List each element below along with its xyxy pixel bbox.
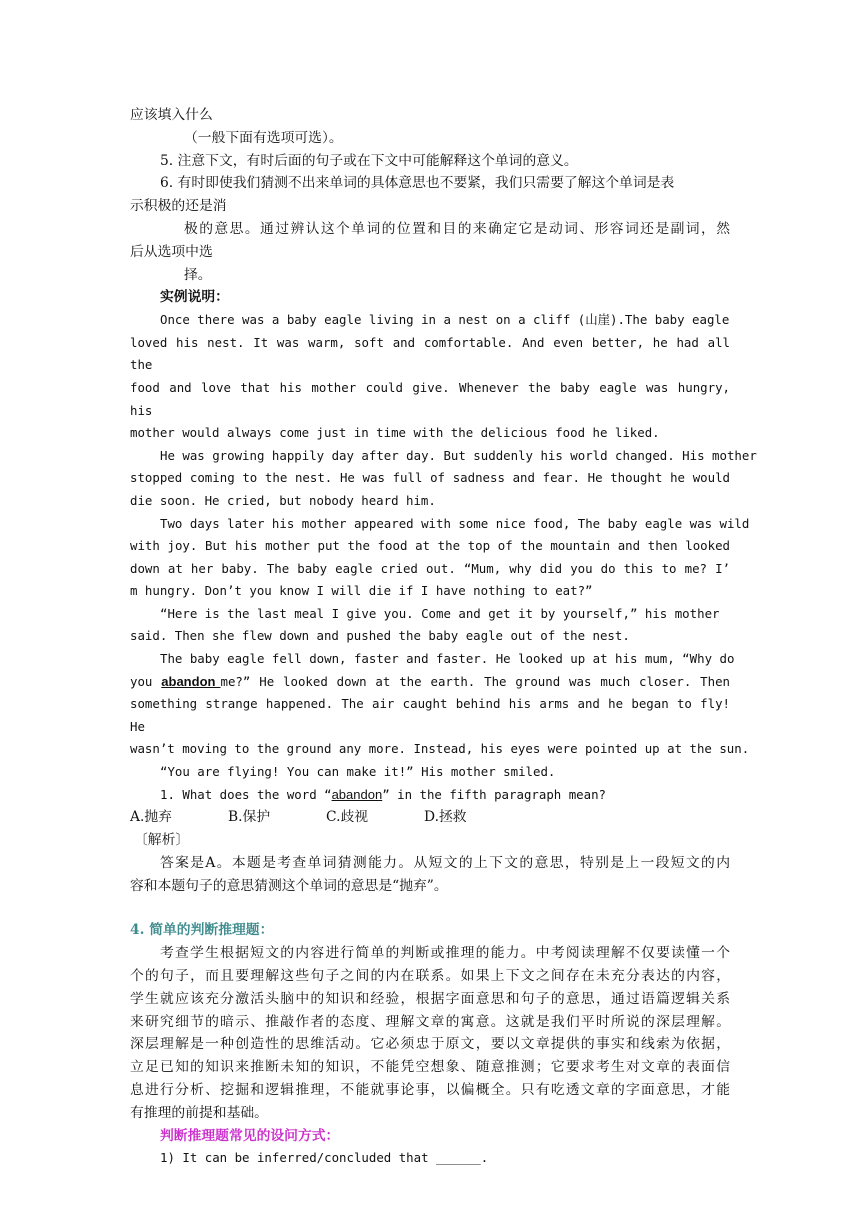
keyword-abandon: abandon bbox=[161, 673, 221, 689]
option-a: A.抛弃 bbox=[130, 809, 172, 826]
passage-line: Once there was a baby eagle living in a nest on a cliff (山崖).The baby eagle bbox=[160, 312, 730, 328]
passage-line: m hungry. Don’t you know I will die if I have nothing to eat?” bbox=[130, 583, 593, 599]
document-page bbox=[130, 104, 757, 1170]
tip-6-cont: 极的意思。通过辨认这个单词的位置和目的来确定它是动词、形容词还是副词，然 bbox=[184, 220, 730, 237]
option-d: D.拯救 bbox=[424, 809, 467, 826]
tip-5: 5. 注意下文，有时后面的句子或在下文中可能解释这个单词的意义。 bbox=[160, 152, 578, 169]
option-b: B.保护 bbox=[228, 809, 271, 826]
body-line: 个的句子，而且要理解这些句子之间的内在联系。如果上下文之间存在未充分表达的内容， bbox=[130, 968, 730, 985]
section-4-heading: 4. 简单的判断推理题： bbox=[130, 922, 274, 939]
tip-6: 6. 有时即使我们猜测不出来单词的具体意思也不要紧，我们只需要了解这个单词是表 bbox=[160, 175, 675, 192]
passage-line: mother would always come just in time with the delicious food he liked. bbox=[130, 425, 660, 441]
passage-text: me?” He looked down at the earth. The ground was much closer. Then bbox=[220, 673, 731, 689]
passage bbox=[130, 309, 757, 783]
passage-line: die soon. He cried, but nobody heard him. bbox=[130, 492, 436, 508]
passage-line: wasn’t moving to the ground any more. Instead, his eyes were pointed up at the sun. bbox=[130, 741, 750, 757]
answer-line: 容和本题句子的意思猜测这个单词的意思是“抛弃”。 bbox=[130, 877, 448, 894]
answer-line: 答案是A。本题是考查单词猜测能力。从短文的上下文的意思，特别是上一段短文的内 bbox=[160, 854, 730, 871]
question-form-1: 1) It can be inferred/concluded that ______. bbox=[160, 1150, 489, 1166]
body-line: 立足已知的知识来推断未知的知识，不能凭空想象、随意推测；它要求考生对文章的表面信 bbox=[130, 1059, 730, 1076]
section-4-body bbox=[130, 942, 730, 1124]
passage-line: stopped coming to the nest. He was full of sadness and fear. He thought he would bbox=[130, 470, 730, 486]
passage-line: loved his nest. It was warm, soft and comfortable. And even better, he had all the bbox=[130, 334, 730, 373]
question-text: ” in the fifth paragraph mean? bbox=[382, 786, 606, 802]
passage-line: with joy. But his mother put the food at the top of the mountain and then looked bbox=[130, 538, 730, 554]
passage-line: The baby eagle fell down, faster and faster. He looked up at his mum, “Why do bbox=[160, 651, 735, 667]
spacer bbox=[130, 897, 730, 919]
answer-options bbox=[130, 806, 730, 829]
question-keyword: abandon bbox=[331, 786, 383, 802]
passage-line: down at her baby. The baby eagle cried out. “Mum, why did you do this to me? I’ bbox=[130, 560, 730, 576]
passage-line: Two days later his mother appeared with some nice food, The baby eagle was wild bbox=[160, 515, 750, 531]
passage-line: “Here is the last meal I give you. Come and get it by yourself,” his mother bbox=[160, 605, 720, 621]
passage-line: He was growing happily day after day. But suddenly his world changed. His mother bbox=[160, 447, 757, 463]
body-line: 考查学生根据短文的内容进行简单的判断或推理的能力。中考阅读理解不仅要读懂一个 bbox=[160, 945, 730, 962]
passage-line: said. Then she flew down and pushed the baby eagle out of the nest. bbox=[130, 628, 630, 644]
sub-heading: 判断推理题常见的设问方式： bbox=[160, 1127, 340, 1144]
tip-6-cont: 择。 bbox=[184, 266, 212, 283]
option-c: C.歧视 bbox=[326, 809, 369, 826]
tip-line: 应该填入什么 bbox=[130, 107, 213, 123]
body-line: 学生就应该充分激活头脑中的知识和经验，根据字面意思和句子的意思，通过语篇逻辑关系 bbox=[130, 990, 730, 1007]
tip-6-cont: 示积极的还是消 bbox=[130, 198, 227, 215]
analysis-label: 〔解析〕 bbox=[134, 832, 190, 849]
passage-line bbox=[130, 671, 730, 694]
body-line: 来研究细节的暗示、推敲作者的态度、理解文章的寓意。这就是我们平时所说的深层理解。 bbox=[130, 1013, 730, 1030]
body-line: 息进行分析、挖掘和逻辑推理，不能就事论事，以偏概全。只有吃透文章的字面意思，才能 bbox=[130, 1082, 730, 1098]
passage-text: you bbox=[130, 673, 162, 689]
passage-line: food and love that his mother could give. Whenever the baby eagle was hungry, his bbox=[130, 379, 730, 418]
question-1 bbox=[130, 784, 730, 807]
body-line: 深层理解是一种创造性的思维活动。它必须忠于原文，要以文章提供的事实和线索为依据， bbox=[130, 1036, 730, 1053]
body-line: 有推理的前提和基础。 bbox=[130, 1104, 268, 1121]
example-heading: 实例说明： bbox=[160, 289, 229, 306]
passage-line: something strange happened. The air caught behind his arms and he began to fly! He bbox=[130, 696, 730, 734]
question-text: 1. What does the word “ bbox=[160, 786, 332, 802]
tip-6-cont: 后从选项中选 bbox=[130, 243, 213, 260]
tip-line: （一般下面有选项可选）。 bbox=[184, 129, 343, 146]
passage-line: “You are flying! You can make it!” His mother smiled. bbox=[160, 764, 556, 780]
